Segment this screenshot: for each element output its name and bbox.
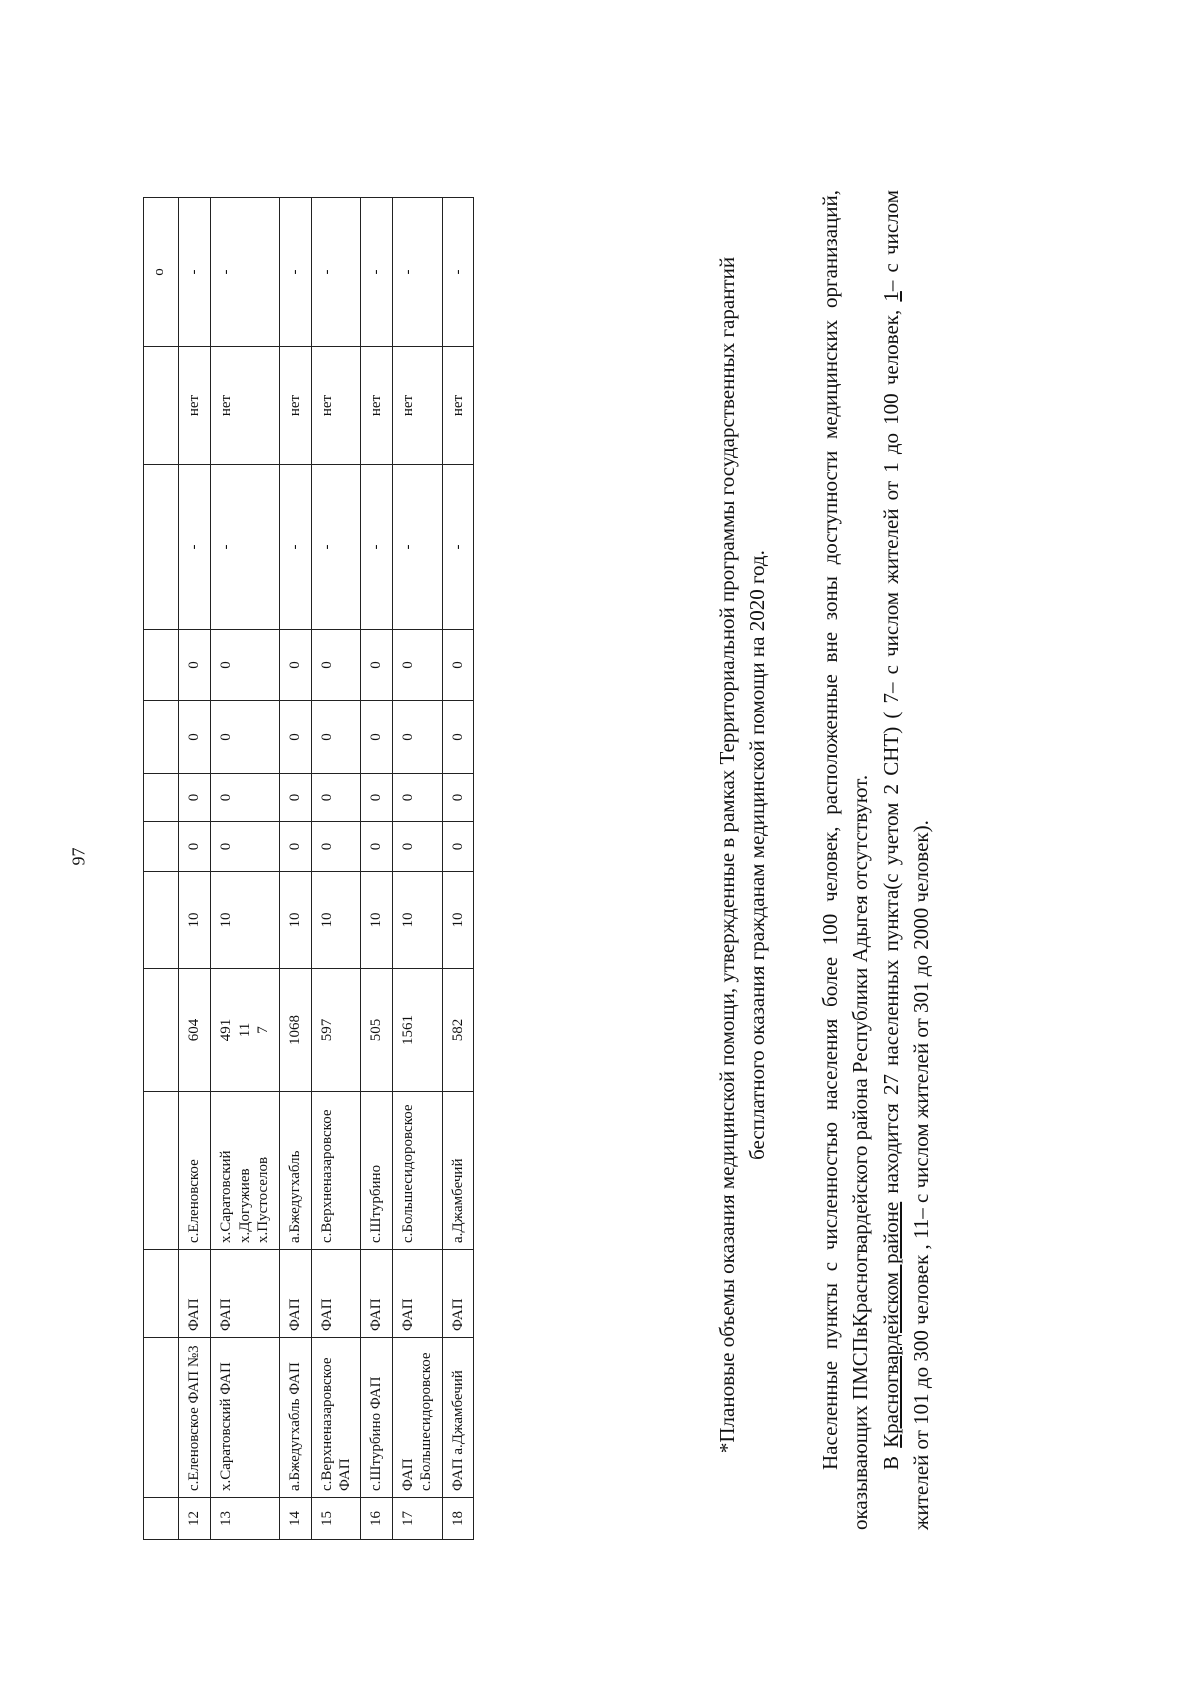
settlements-cell	[442, 1092, 474, 1250]
table-row	[210, 198, 279, 1540]
population-cell	[210, 969, 279, 1092]
cell-line: 1561	[400, 1015, 417, 1045]
table-header-row	[144, 198, 179, 1540]
header-cell	[144, 630, 179, 701]
value-cell: 0	[179, 630, 211, 701]
value-cell: 0	[361, 630, 393, 701]
cell-line: 604	[186, 1018, 202, 1042]
settlements-cell	[210, 1092, 279, 1250]
header-cell	[144, 872, 179, 969]
facility-type-cell: ФАП	[179, 1250, 211, 1338]
table-row	[442, 198, 474, 1540]
underlined-text: Красногвардейском районе	[878, 1201, 903, 1448]
facility-type-cell: ФАП	[210, 1250, 279, 1338]
population-cell	[393, 969, 443, 1092]
value-cell: 0	[361, 822, 393, 872]
header-cell	[144, 1498, 179, 1540]
value-cell: 0	[311, 630, 361, 701]
header-cell	[144, 774, 179, 822]
facility-name-cell: с.Штурбино ФАП	[361, 1338, 393, 1498]
table-row	[393, 198, 443, 1540]
settlements-table	[143, 197, 474, 1540]
paragraph-text: В	[878, 1447, 903, 1470]
value-cell: 0	[393, 774, 443, 822]
row-number-cell: 14	[280, 1498, 312, 1540]
cell-line: 7	[255, 1026, 272, 1034]
availability-cell: нет	[280, 347, 312, 465]
cell-line: с.Еленовское	[186, 1159, 202, 1243]
cell-line: 491	[217, 1018, 234, 1042]
value-cell: 10	[393, 872, 443, 969]
availability-cell: нет	[311, 347, 361, 465]
value-cell: -	[393, 465, 443, 630]
value-cell: 0	[280, 630, 312, 701]
settlements-cell	[280, 1092, 312, 1250]
population-cell	[311, 969, 361, 1092]
cell-line: 1068	[287, 1015, 303, 1045]
row-number-cell: 12	[179, 1498, 211, 1540]
settlements-cell	[361, 1092, 393, 1250]
facility-type-cell: ФАП	[280, 1250, 312, 1338]
facility-name-cell: с.Еленовское ФАП №3	[179, 1338, 211, 1498]
value-cell: 10	[210, 872, 279, 969]
cell-line: х.Пустоселов	[255, 1156, 272, 1243]
cell-line: 505	[368, 1018, 385, 1042]
header-cell	[144, 1250, 179, 1338]
settlements-table-wrapper	[143, 197, 474, 1540]
population-cell	[442, 969, 474, 1092]
availability-cell: нет	[179, 347, 211, 465]
value-cell: 0	[210, 630, 279, 701]
table-row	[179, 198, 211, 1540]
value-cell: -	[393, 198, 443, 347]
header-cell	[144, 822, 179, 872]
row-number-cell: 13	[210, 1498, 279, 1540]
value-cell: -	[280, 198, 312, 347]
value-cell: 0	[393, 630, 443, 701]
cell-line: 582	[449, 1018, 466, 1042]
header-cell	[144, 1092, 179, 1250]
value-cell: -	[442, 198, 474, 347]
value-cell: 0	[179, 822, 211, 872]
availability-cell: нет	[442, 347, 474, 465]
value-cell: 0	[442, 822, 474, 872]
cell-line: 11	[236, 1022, 253, 1038]
cell-line: 597	[318, 1018, 335, 1042]
cell-line: х.Догужиев	[236, 1168, 253, 1243]
page-number: 97	[68, 847, 89, 865]
header-cell	[144, 1338, 179, 1498]
value-cell: 0	[311, 701, 361, 774]
value-cell: 0	[179, 774, 211, 822]
value-cell: -	[280, 465, 312, 630]
population-cell	[361, 969, 393, 1092]
facility-name-cell: с.Верхненазаровское ФАП	[311, 1338, 361, 1498]
value-cell: -	[442, 465, 474, 630]
paragraph-text: находится 27 населенных пункта(с учетом 2 СНТ) ( 7– с числом жителей от 1 до 100 человек,	[878, 301, 903, 1202]
population-cell	[179, 969, 211, 1092]
facility-type-cell: ФАП	[393, 1250, 443, 1338]
facility-type-cell: ФАП	[311, 1250, 361, 1338]
row-number-cell: 16	[361, 1498, 393, 1540]
landscape-content	[0, 140, 1200, 1690]
value-cell: -	[179, 465, 211, 630]
value-cell: 0	[361, 701, 393, 774]
facility-name-cell: а.Бжедугхабль ФАП	[280, 1338, 312, 1498]
value-cell: 0	[442, 701, 474, 774]
header-cell	[144, 701, 179, 774]
value-cell: -	[311, 465, 361, 630]
facility-type-cell: ФАП	[442, 1250, 474, 1338]
header-cell: о	[144, 198, 179, 347]
facility-name-cell: ФАП с.Большесидоровское	[393, 1338, 443, 1498]
settlements-cell	[179, 1092, 211, 1250]
value-cell: 0	[210, 822, 279, 872]
table-row	[361, 198, 393, 1540]
facility-name-cell: х.Саратовский ФАП	[210, 1338, 279, 1498]
value-cell: 10	[361, 872, 393, 969]
value-cell: 0	[393, 822, 443, 872]
paragraph-text: – с числом жителей от 101 до 300 человек , 11– с числом жителей от 301 до 2000 человек).	[878, 189, 934, 1530]
footnote: *Плановые объемы оказания медицинской помощи, утвержденные в рамках Территориальной программы государственных гарантий бесплатного оказания гражданам медицинской помощи на 2020 год.	[715, 256, 770, 1454]
value-cell: 0	[393, 701, 443, 774]
value-cell: 0	[361, 774, 393, 822]
paragraph-settlements-outside-zone: Населенные пункты с численностью населения более 100 человек, расположенные вне зоны доступности медицинских организаций, оказывающих ПМСПвКрасногвардейского района Республики Адыгея отсутствуют.	[818, 190, 873, 1530]
facility-name-cell: ФАП а.Джамбечий	[442, 1338, 474, 1498]
header-cell	[144, 347, 179, 465]
value-cell: 0	[311, 774, 361, 822]
availability-cell: нет	[210, 347, 279, 465]
value-cell: 0	[280, 774, 312, 822]
paragraph-settlements-count	[876, 190, 937, 1530]
value-cell: 10	[311, 872, 361, 969]
value-cell: -	[210, 198, 279, 347]
availability-cell: нет	[361, 347, 393, 465]
value-cell: 10	[280, 872, 312, 969]
value-cell: 0	[442, 774, 474, 822]
summary-text	[815, 190, 937, 1530]
cell-line: с.Большесидоровское	[400, 1104, 417, 1243]
row-number-cell: 18	[442, 1498, 474, 1540]
value-cell: 0	[442, 630, 474, 701]
value-cell: -	[361, 198, 393, 347]
cell-line: х.Саратовский	[217, 1150, 234, 1243]
cell-line: а.Джамбечий	[449, 1158, 466, 1243]
header-cell	[144, 969, 179, 1092]
value-cell: -	[311, 198, 361, 347]
availability-cell: нет	[393, 347, 443, 465]
cell-line: а.Бжедугхабль	[287, 1150, 303, 1243]
underlined-text: 1	[878, 291, 903, 302]
value-cell: -	[210, 465, 279, 630]
header-cell	[144, 465, 179, 630]
cell-line: с.Верхненазаровское	[318, 1109, 335, 1243]
value-cell: -	[179, 198, 211, 347]
value-cell: 0	[179, 701, 211, 774]
value-cell: 10	[179, 872, 211, 969]
row-number-cell: 17	[393, 1498, 443, 1540]
table-row	[311, 198, 361, 1540]
facility-type-cell: ФАП	[361, 1250, 393, 1338]
settlements-cell	[311, 1092, 361, 1250]
table-row	[280, 198, 312, 1540]
value-cell: 0	[280, 701, 312, 774]
value-cell: -	[361, 465, 393, 630]
value-cell: 10	[442, 872, 474, 969]
value-cell: 0	[311, 822, 361, 872]
value-cell: 0	[210, 774, 279, 822]
population-cell	[280, 969, 312, 1092]
value-cell: 0	[210, 701, 279, 774]
value-cell: 0	[280, 822, 312, 872]
row-number-cell: 15	[311, 1498, 361, 1540]
cell-line: с.Штурбино	[368, 1164, 385, 1243]
settlements-cell	[393, 1092, 443, 1250]
